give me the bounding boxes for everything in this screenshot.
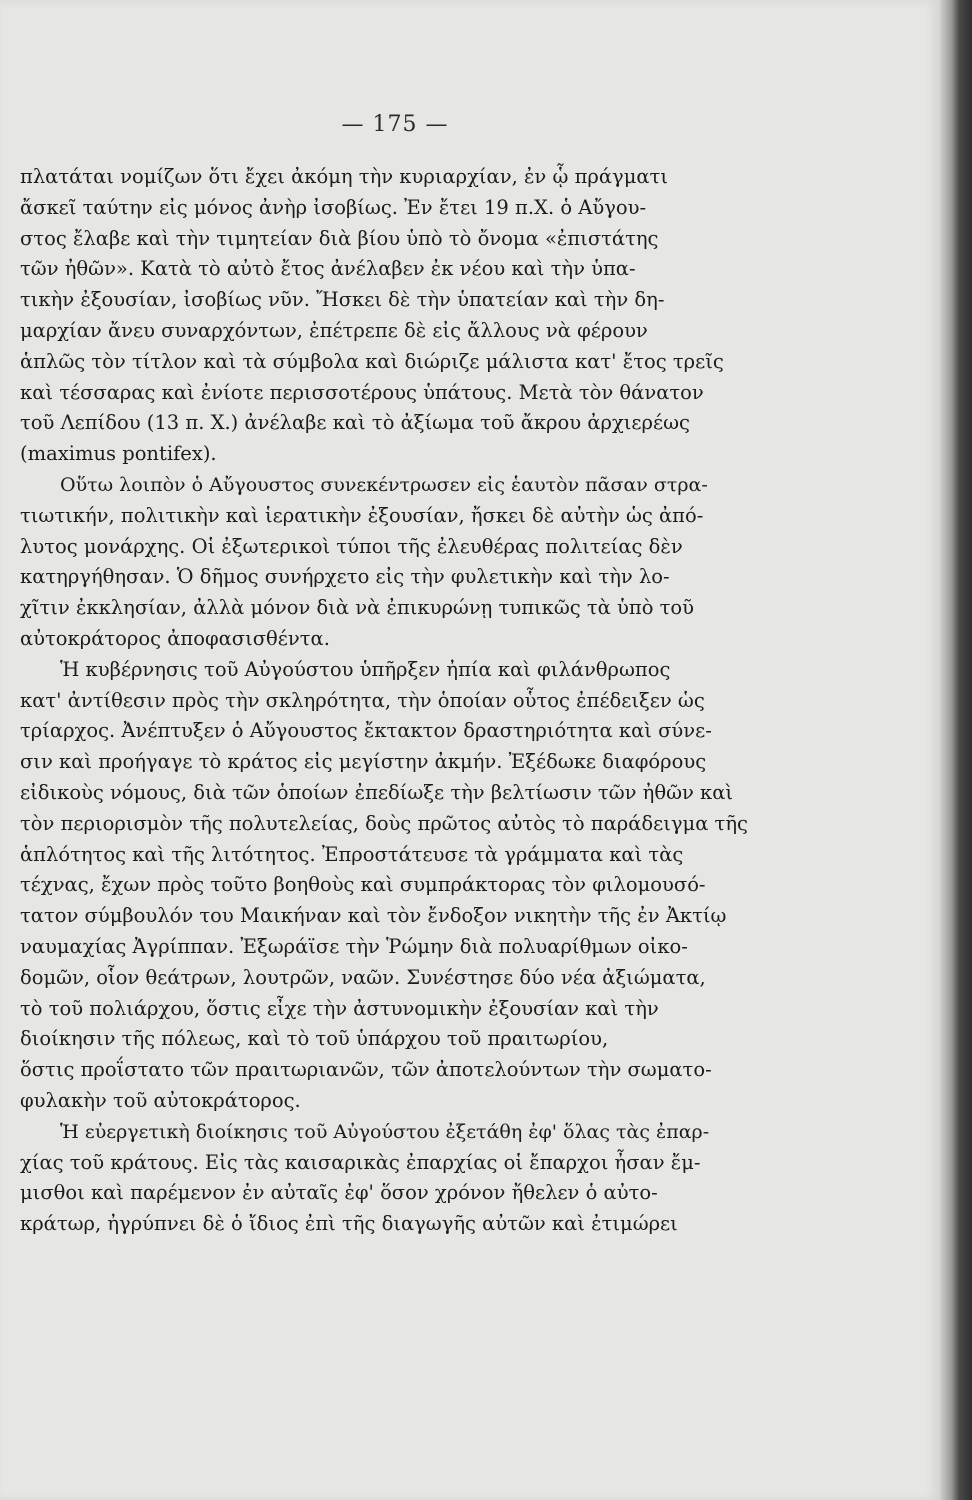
- text-line: χίας τοῦ κράτους. Εἰς τὰς καισαρικὰς ἐπαρχίας οἱ ἔπαρχοι ἦσαν ἔμ-: [20, 1150, 701, 1174]
- page-edge: [940, 0, 972, 1500]
- text-line: καὶ τέσσαρας καὶ ἐνίοτε περισσοτέρους ὑπάτους. Μετὰ τὸν θάνατον: [20, 380, 704, 404]
- text-line: ἁπλότητος καὶ τῆς λιτότητος. Ἐπροστάτευσε τὰ γράμματα καὶ τὰς: [20, 842, 684, 866]
- text-line: στος ἔλαβε καὶ τὴν τιμητείαν διὰ βίου ὑπὸ τὸ ὄνομα «ἐπιστάτης: [20, 226, 659, 250]
- text-line: τιωτικήν, πολιτικὴν καὶ ἱερατικὴν ἐξουσίαν, ἤσκει δὲ αὐτὴν ὡς ἀπό-: [20, 503, 704, 527]
- text-line: ἁπλῶς τὸν τίτλον καὶ τὰ σύμβολα καὶ διώριζε μάλιστα κατ' ἔτος τρεῖς: [20, 349, 724, 373]
- text-line: χῖτιν ἐκκλησίαν, ἀλλὰ μόνον διὰ νὰ ἐπικυρώνῃ τυπικῶς τὰ ὑπὸ τοῦ: [20, 596, 695, 620]
- text-line: κατ' ἀντίθεσιν πρὸς τὴν σκληρότητα, τὴν ὁποίαν οὗτος ἐπέδειξεν ὡς: [20, 688, 705, 712]
- text-line: μαρχίαν ἄνευ συναρχόντων, ἐπέτρεπε δὲ εἰς ἄλλους νὰ φέρουν: [20, 318, 648, 342]
- text-line: ἄσκεῖ ταύτην εἰς μόνος ἀνὴρ ἰσοβίως. Ἐν ἔτει 19 π.Χ. ὁ Αὔγου-: [20, 195, 647, 219]
- text-line: ὅστις προΐστατο τῶν πραιτωριανῶν, τῶν ἀποτελούντων τὴν σωματο-: [20, 1058, 712, 1082]
- text-line: δομῶν, οἷον θεάτρων, λουτρῶν, ναῶν. Συνέστησε δύο νέα ἀξιώματα,: [20, 965, 706, 989]
- text-line: τοῦ Λεπίδου (13 π. Χ.) ἀνέλαβε καὶ τὸ ἀξίωμα τοῦ ἄκρου ἀρχιερέως: [20, 411, 690, 435]
- text-line: τατον σύμβουλόν του Μαικήναν καὶ τὸν ἔνδοξον νικητὴν τῆς ἐν Ἀκτίῳ: [20, 904, 727, 928]
- text-line: ναυμαχίας Ἀγρίππαν. Ἐξωράϊσε τὴν Ῥώμην διὰ πολυαρίθμων οἰκο-: [20, 934, 688, 958]
- text-line: Ἡ εὐεργετικὴ διοίκησις τοῦ Αὐγούστου ἐξετάθη ἐφ' ὅλας τὰς ἐπαρ-: [60, 1120, 710, 1143]
- text-line: (maximus pontifex).: [20, 442, 217, 466]
- page-number: — 175 —: [341, 112, 449, 137]
- text-line: τὸν περιορισμὸν τῆς πολυτελείας, δοὺς πρῶτος αὐτὸς τὸ παράδειγμα τῆς: [20, 811, 748, 835]
- text-line: μισθοι καὶ παρέμενον ἐν αὐταῖς ἐφ' ὅσον χρόνον ἤθελεν ὁ αὐτο-: [20, 1181, 658, 1205]
- text-line: Ἡ κυβέρνησις τοῦ Αὐγούστου ὑπῆρξεν ἠπία καὶ φιλάνθρωπος: [60, 657, 671, 681]
- text-line: κατηργήθησαν. Ὁ δῆμος συνήρχετο εἰς τὴν φυλετικὴν καὶ τὴν λο-: [20, 565, 670, 589]
- text-line: αὐτοκράτορος ἀποφασισθέντα.: [20, 626, 330, 650]
- text-line: διοίκησιν τῆς πόλεως, καὶ τὸ τοῦ ὑπάρχου τοῦ πραιτωρίου,: [20, 1027, 609, 1051]
- text-line: τῶν ἠθῶν». Κατὰ τὸ αὐτὸ ἔτος ἀνέλαβεν ἐκ νέου καὶ τὴν ὑπα-: [20, 257, 636, 281]
- text-line: τὸ τοῦ πολιάρχου, ὅστις εἶχε τὴν ἀστυνομικὴν ἐξουσίαν καὶ τὴν: [20, 996, 659, 1020]
- text-line: τρίαρχος. Ἀνέπτυξεν ὁ Αὔγουστος ἔκτακτον δραστηριότητα καὶ σύνε-: [20, 719, 712, 743]
- body-text: [20, 162, 750, 1240]
- text-line: τέχνας, ἔχων πρὸς τοῦτο βοηθοὺς καὶ συμπράκτορας τὸν φιλομουσό-: [20, 873, 706, 897]
- text-line: κράτωρ, ἠγρύπνει δὲ ὁ ἴδιος ἐπὶ τῆς διαγωγῆς αὐτῶν καὶ ἐτιμώρει: [20, 1212, 678, 1236]
- text-line: σιν καὶ προήγαγε τὸ κράτος εἰς μεγίστην ἀκμήν. Ἐξέδωκε διαφόρους: [20, 750, 707, 774]
- text-line: τικὴν ἐξουσίαν, ἰσοβίως νῦν. Ἤσκει δὲ τὴν ὑπατείαν καὶ τὴν δη-: [20, 288, 665, 312]
- text-line: Οὕτω λοιπὸν ὁ Αὔγουστος συνεκέντρωσεν εἰς ἑαυτὸν πᾶσαν στρα-: [60, 473, 708, 496]
- text-line: εἰδικοὺς νόμους, διὰ τῶν ὁποίων ἐπεδίωξε τὴν βελτίωσιν τῶν ἠθῶν καὶ: [20, 780, 734, 804]
- text-line: πλατάται νομίζων ὅτι ἔχει ἀκόμη τὴν κυριαρχίαν, ἐν ᾧ πράγματι: [20, 165, 668, 188]
- text-line: λυτος μονάρχης. Οἱ ἐξωτερικοὶ τύποι τῆς ἐλευθέρας πολιτείας δὲν: [20, 534, 683, 558]
- text-line: φυλακὴν τοῦ αὐτοκράτορος.: [20, 1088, 301, 1112]
